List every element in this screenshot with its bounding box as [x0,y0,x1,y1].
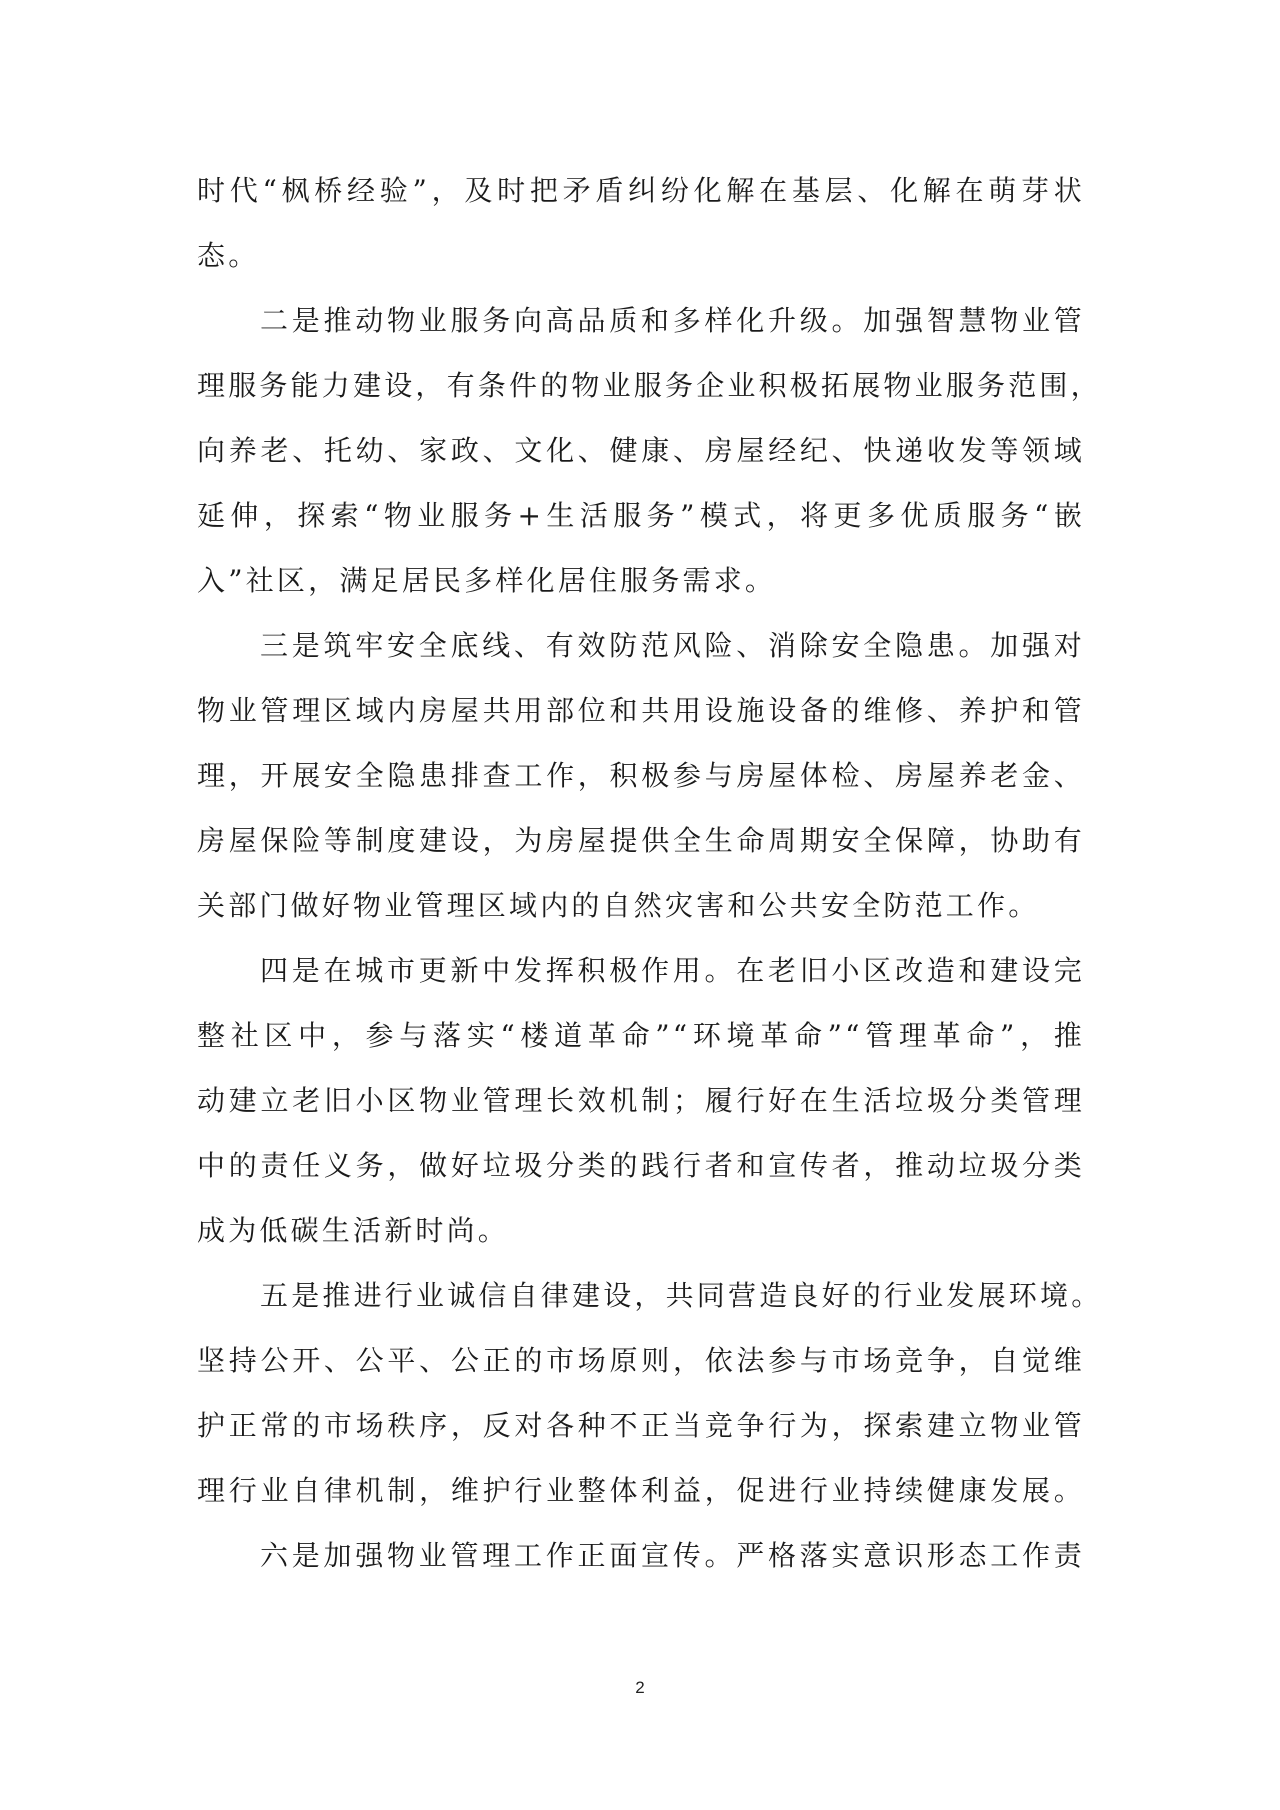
text-line: 成为低碳生活新时尚。 [197,1214,510,1247]
text-line: 时代“枫桥经验”，及时把矛盾纠纷化解在基层、化解在萌芽状 [197,174,1085,207]
paragraph-continuation [197,158,1085,288]
document-body [197,158,1103,1588]
text-line: 延伸，探索“物业服务+生活服务”模式，将更多优质服务“嵌 [197,499,1085,532]
text-line: 中的责任义务，做好垃圾分类的践行者和宣传者，推动垃圾分类 [197,1149,1085,1182]
page-number: 2 [635,1678,645,1697]
text-line: 六是加强物业管理工作正面宣传。严格落实意识形态工作责 [260,1539,1085,1572]
text-line: 坚持公开、公平、公正的市场原则，依法参与市场竞争，自觉维 [197,1344,1085,1377]
text-line: 态。 [197,239,260,272]
paragraph-point-6 [197,1523,1085,1588]
text-line: 理服务能力建设，有条件的物业服务企业积极拓展物业服务范围， [197,369,1102,402]
paragraph-point-4 [197,938,1085,1263]
paragraph-point-5 [197,1263,1103,1523]
text-line: 房屋保险等制度建设，为房屋提供全生命周期安全保障，协助有 [197,824,1085,857]
text-line: 五是推进行业诚信自律建设，共同营造良好的行业发展环境。 [260,1279,1103,1312]
text-line: 理行业自律机制，维护行业整体利益，促进行业持续健康发展。 [197,1474,1085,1507]
text-line: 动建立老旧小区物业管理长效机制；履行好在生活垃圾分类管理 [197,1084,1085,1117]
text-line: 整社区中，参与落实“楼道革命”“环境革命”“管理革命”，推 [197,1019,1085,1052]
text-line: 护正常的市场秩序，反对各种不正当竞争行为，探索建立物业管 [197,1409,1085,1442]
paragraph-point-3 [197,613,1085,938]
text-line: 物业管理区域内房屋共用部位和共用设施设备的维修、养护和管 [197,694,1085,727]
paragraph-point-2 [197,288,1102,613]
text-line: 四是在城市更新中发挥积极作用。在老旧小区改造和建设完 [260,954,1085,987]
text-line: 关部门做好物业管理区域内的自然灾害和公共安全防范工作。 [197,889,1040,922]
text-line: 理，开展安全隐患排查工作，积极参与房屋体检、房屋养老金、 [197,759,1085,792]
text-line: 入”社区，满足居民多样化居住服务需求。 [197,564,777,597]
text-line: 二是推动物业服务向高品质和多样化升级。加强智慧物业管 [260,304,1085,337]
text-line: 三是筑牢安全底线、有效防范风险、消除安全隐患。加强对 [260,629,1085,662]
text-line: 向养老、托幼、家政、文化、健康、房屋经纪、快递收发等领域 [197,434,1085,467]
